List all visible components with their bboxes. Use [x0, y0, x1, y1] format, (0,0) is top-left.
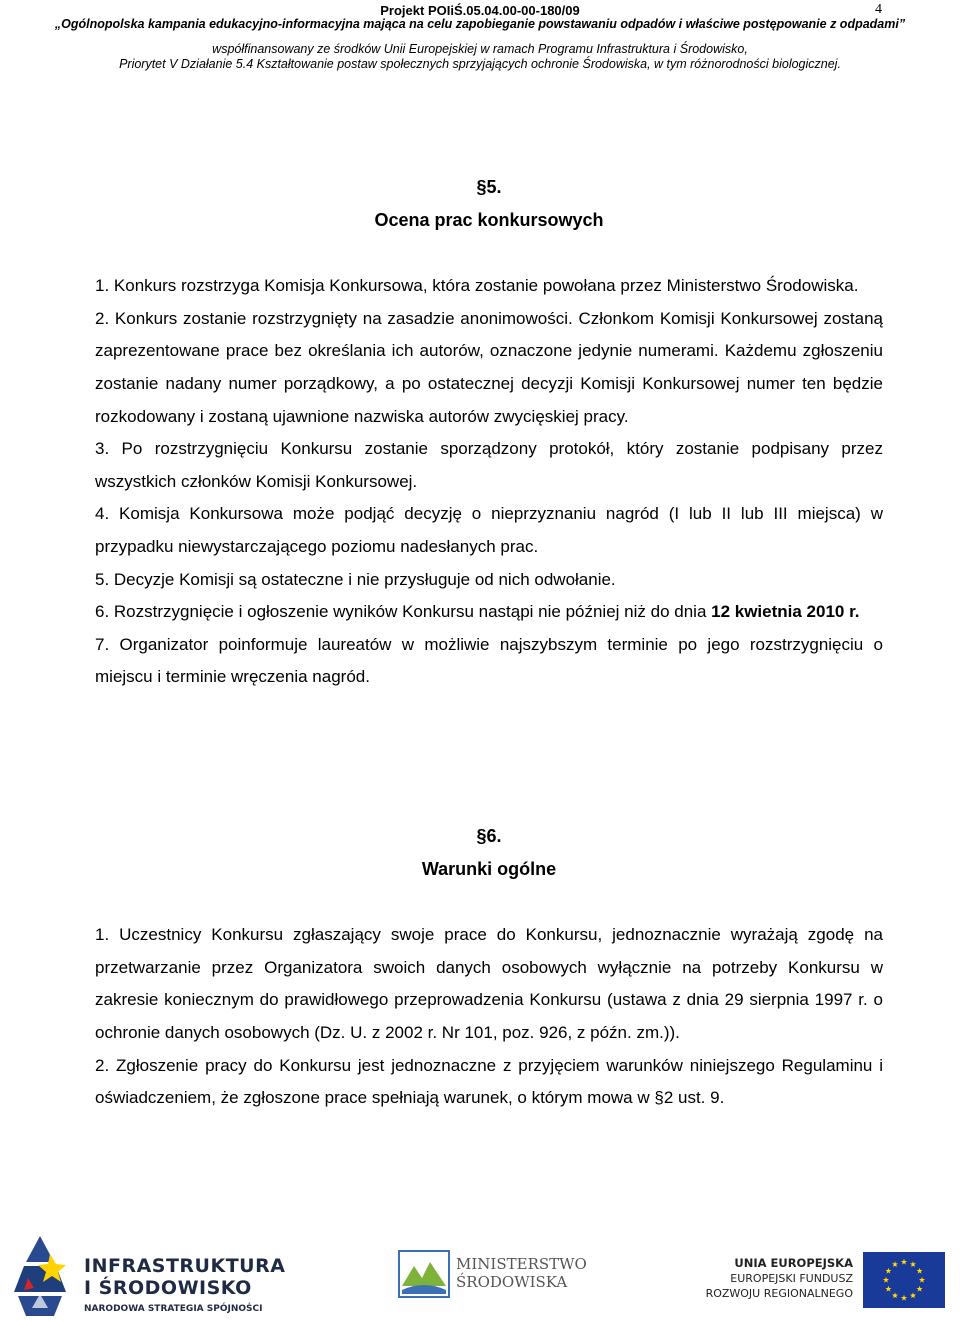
infrastruktura-logo: [10, 1234, 286, 1318]
footer-logos: [0, 1228, 960, 1322]
section-5-item-7: 7. Organizator poinformuje laureatów w możliwie najszybszym terminie po jego rozstrzygnięciu o miejscu i terminie wręczenia nagród.: [95, 634, 883, 687]
eu-line-3: ROZWOJU REGIONALNEGO: [705, 1287, 853, 1300]
section-6-number: §6.: [476, 826, 502, 846]
section-5-item-6: [95, 596, 883, 629]
infrastruktura-subtitle: NARODOWA STRATEGIA SPÓJNOŚCI: [84, 1304, 263, 1314]
funding-line-2: Priorytet V Działanie 5.4 Kształtowanie postaw społecznych sprzyjających ochronie Środowiska, w tym różnorodności biologicznej.: [119, 57, 841, 71]
infrastruktura-line-2: I ŚRODOWISKO: [84, 1277, 252, 1299]
campaign-title: „Ogólnopolska kampania edukacyjno-informacyjna mająca na celu zapobieganie powstawaniu odpadów i właściwe postępowanie z odpadami”: [54, 17, 906, 31]
section-6-item-2: 2. Zgłoszenie pracy do Konkursu jest jednoznaczne z przyjęciem warunków niniejszego Regulaminu i oświadczeniem, że zgłoszone prace spełniają warunek, o którym mowa w §2 ust. 9.: [95, 1055, 883, 1108]
section-5-item-6-date: 12 kwietnia 2010 r.: [711, 602, 860, 622]
infrastruktura-emblem-icon: [10, 1234, 70, 1318]
section-5-item-5: 5. Decyzje Komisji są ostateczne i nie przysługuje od nich odwołanie.: [95, 569, 616, 589]
eu-line-2: EUROPEJSKI FUNDUSZ: [730, 1272, 853, 1285]
section-5-number: §5.: [476, 177, 502, 197]
section-5-item-3: 3. Po rozstrzygnięciu Konkursu zostanie sporządzony protokół, który zostanie podpisany przez wszystkich członków Komisji Konkursowej.: [95, 439, 883, 491]
section-6-item-1: 1. Uczestnicy Konkursu zgłaszający swoje prace do Konkursu, jednoznacznie wyrażają zgodę na przetwarzanie przez Organizatora swoich danych osobowych wyłącznie na potrzeby Konkursu w zakresie koniecznym do prawidłowego przeprowadzenia Konkursu (ustawa z dnia 29 sierpnia 1997 r. o ochronie danych osobowych (Dz. U. z 2002 r. Nr 101, poz. 926, z późn. zm.)).: [95, 925, 883, 1042]
ministry-logo: [398, 1250, 587, 1300]
section-5-item-1: 1. Konkurs rozstrzyga Komisja Konkursowa, która zostanie powołana przez Ministerstwo Środowiska.: [95, 276, 859, 296]
section-6: [95, 820, 883, 1115]
section-5-item-2: 2. Konkurs zostanie rozstrzygnięty na zasadzie anonimowości. Członkom Komisji Konkursowej zostaną zaprezentowane prace bez określania ich autorów, oznaczone jedynie numerami. Każdemu zgłoszeniu zostanie nadany numer porządkowy, a po ostatecznej decyzji Komisji Konkursowej numer ten będzie rozkodowany i zostaną ujawnione nazwiska autorów zwycięskiej pracy.: [95, 308, 883, 426]
section-5-title: Ocena prac konkursowych: [374, 209, 604, 230]
section-5: [95, 171, 883, 694]
ministry-emblem-icon: [398, 1250, 450, 1298]
section-5-item-6-text: 6. Rozstrzygnięcie i ogłoszenie wyników Konkursu nastąpi nie później niż do dnia: [95, 602, 712, 622]
funding-line-1: współfinansowany ze środków Unii Europejskiej w ramach Programu Infrastruktura i Środowisko,: [212, 42, 748, 56]
infrastruktura-line-1: INFRASTRUKTURA: [84, 1255, 286, 1277]
ministry-line-1: MINISTERSTWO: [456, 1255, 587, 1273]
section-6-title: Warunki ogólne: [421, 858, 557, 879]
ministry-line-2: ŚRODOWISKA: [456, 1273, 568, 1291]
project-number: Projekt POIiŚ.05.04.00-00-180/09: [380, 3, 580, 18]
eu-logo: [705, 1252, 945, 1312]
eu-line-1: UNIA EUROPEJSKA: [734, 1256, 853, 1270]
eu-flag-icon: [863, 1252, 945, 1308]
page-number: 4: [875, 2, 882, 17]
section-5-item-4: 4. Komisja Konkursowa może podjąć decyzję o nieprzyznaniu nagród (I lub II lub III miejsca) w przypadku niewystarczającego poziomu nadesłanych prac.: [95, 504, 883, 556]
